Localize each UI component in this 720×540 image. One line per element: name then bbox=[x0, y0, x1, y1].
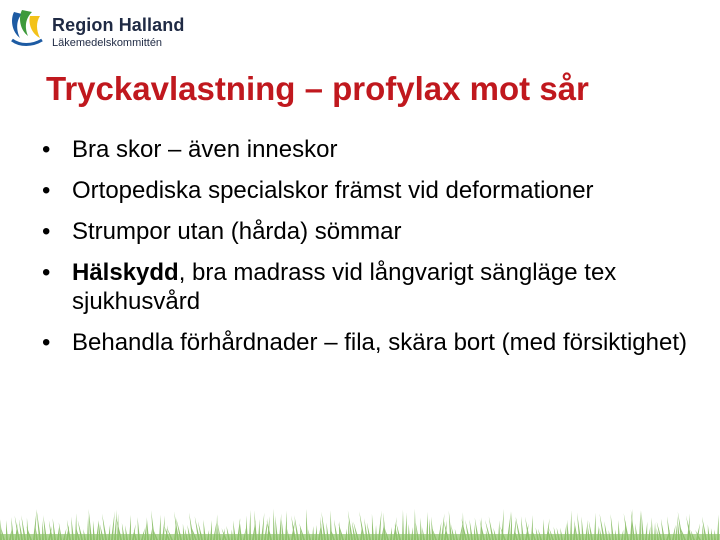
logo-subtitle: Läkemedelskommittén bbox=[52, 37, 163, 49]
bullet-marker: • bbox=[42, 259, 51, 286]
bullet-marker: • bbox=[42, 136, 51, 163]
region-halland-emblem-icon bbox=[6, 6, 50, 50]
bullet-list bbox=[42, 136, 712, 370]
bullet-marker: • bbox=[42, 177, 51, 204]
bullet-item bbox=[42, 177, 712, 206]
bullet-bold-text: Hälskydd bbox=[72, 259, 179, 286]
grass-border-decoration bbox=[0, 496, 720, 540]
bullet-text: , bra madrass vid långvarigt sängläge tex sjukhusvård bbox=[72, 259, 617, 315]
bullet-marker: • bbox=[42, 328, 51, 356]
region-halland-logo bbox=[4, 6, 204, 52]
bullet-item bbox=[42, 329, 712, 358]
bullet-text: Bra skor – även inneskor bbox=[72, 136, 338, 163]
bullet-text: Ortopediska specialskor främst vid deformationer bbox=[72, 177, 594, 204]
bullet-marker: • bbox=[42, 218, 51, 245]
bullet-item bbox=[42, 218, 712, 247]
bullet-text: Strumpor utan (hårda) sömmar bbox=[72, 218, 402, 245]
logo-name: Region Halland bbox=[52, 15, 185, 35]
bullet-item bbox=[42, 136, 712, 165]
slide-title: Tryckavlastning – profylax mot sår bbox=[46, 70, 589, 107]
bullet-item bbox=[42, 259, 712, 316]
bullet-text: Behandla förhårdnader – fila, skära bort (med försiktighet) bbox=[72, 328, 687, 356]
